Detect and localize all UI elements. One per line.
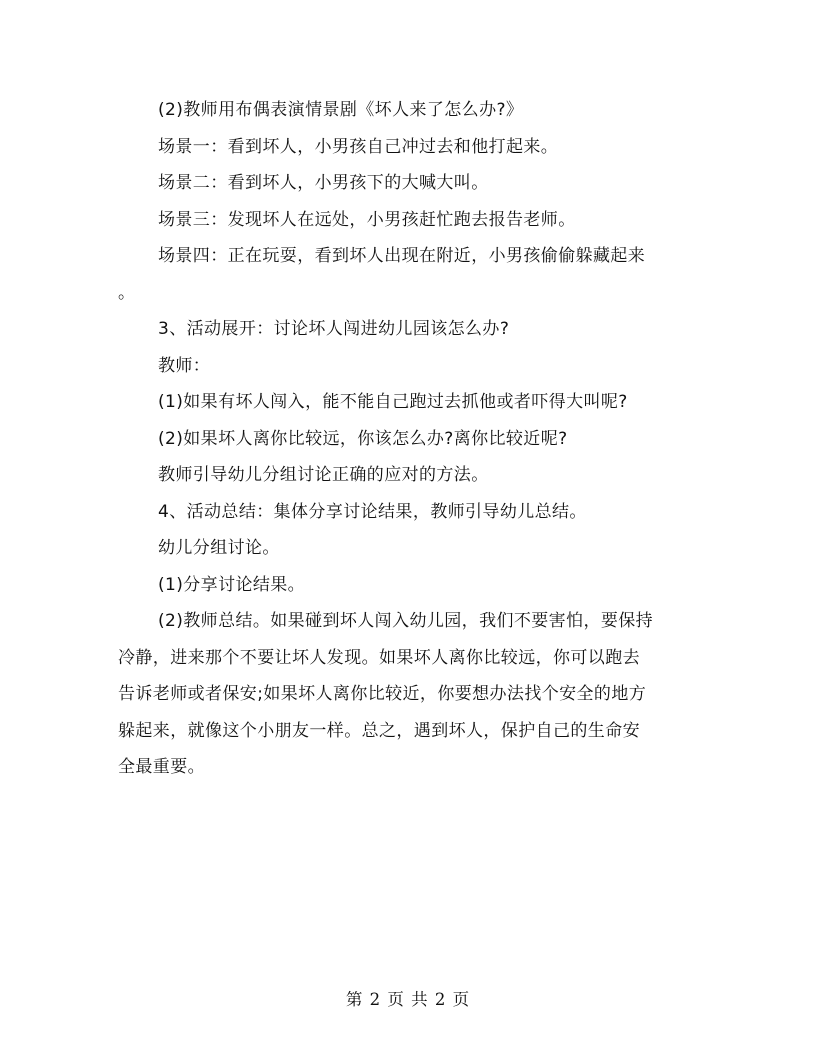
- paragraph-line: 全最重要。: [118, 757, 205, 777]
- paragraph-line: (2)教师用布偶表演情景剧《坏人来了怎么办?》: [158, 100, 524, 120]
- paragraph-line: 场景二：看到坏人，小男孩下的大喊大叫。: [158, 173, 489, 193]
- paragraph-line: 3、活动展开：讨论坏人闯进幼儿园该怎么办?: [158, 319, 510, 339]
- paragraph-line: (2)教师总结。如果碰到坏人闯入幼儿园，我们不要害怕，要保持: [158, 611, 654, 631]
- paragraph-line: 场景三：发现坏人在远处，小男孩赶忙跑去报告老师。: [158, 209, 576, 230]
- paragraph-line: 教师引导幼儿分组讨论正确的应对的方法。: [158, 465, 489, 485]
- paragraph-line: 躲起来，就像这个小朋友一样。总之，遇到坏人，保护自己的生命安: [118, 720, 640, 741]
- paragraph-line: 场景四：正在玩耍，看到坏人出现在附近，小男孩偷偷躲藏起来: [158, 246, 646, 266]
- paragraph-line: (1)分享讨论结果。: [158, 574, 306, 595]
- paragraph-line: 4、活动总结：集体分享讨论结果，教师引导幼儿总结。: [158, 501, 587, 522]
- paragraph-line: 冷静，进来那个不要让坏人发现。如果坏人离你比较远，你可以跑去: [118, 647, 640, 668]
- paragraph-line: 场景一：看到坏人，小男孩自己冲过去和他打起来。: [158, 136, 559, 157]
- paragraph-line: (2)如果坏人离你比较远，你该怎么办?离你比较近呢?: [158, 428, 568, 449]
- paragraph-line: 教师：: [158, 355, 211, 376]
- document-body: [118, 92, 700, 786]
- paragraph-line: 。: [118, 282, 136, 303]
- paragraph-line: 幼儿分组讨论。: [158, 538, 280, 558]
- page-footer: 第 2 页 共 2 页: [345, 990, 471, 1009]
- paragraph-line: (1)如果有坏人闯入，能不能自己跑过去抓他或者吓得大叫呢?: [158, 392, 628, 412]
- paragraph-line: 告诉老师或者保安;如果坏人离你比较近，你要想办法找个安全的地方: [118, 684, 647, 704]
